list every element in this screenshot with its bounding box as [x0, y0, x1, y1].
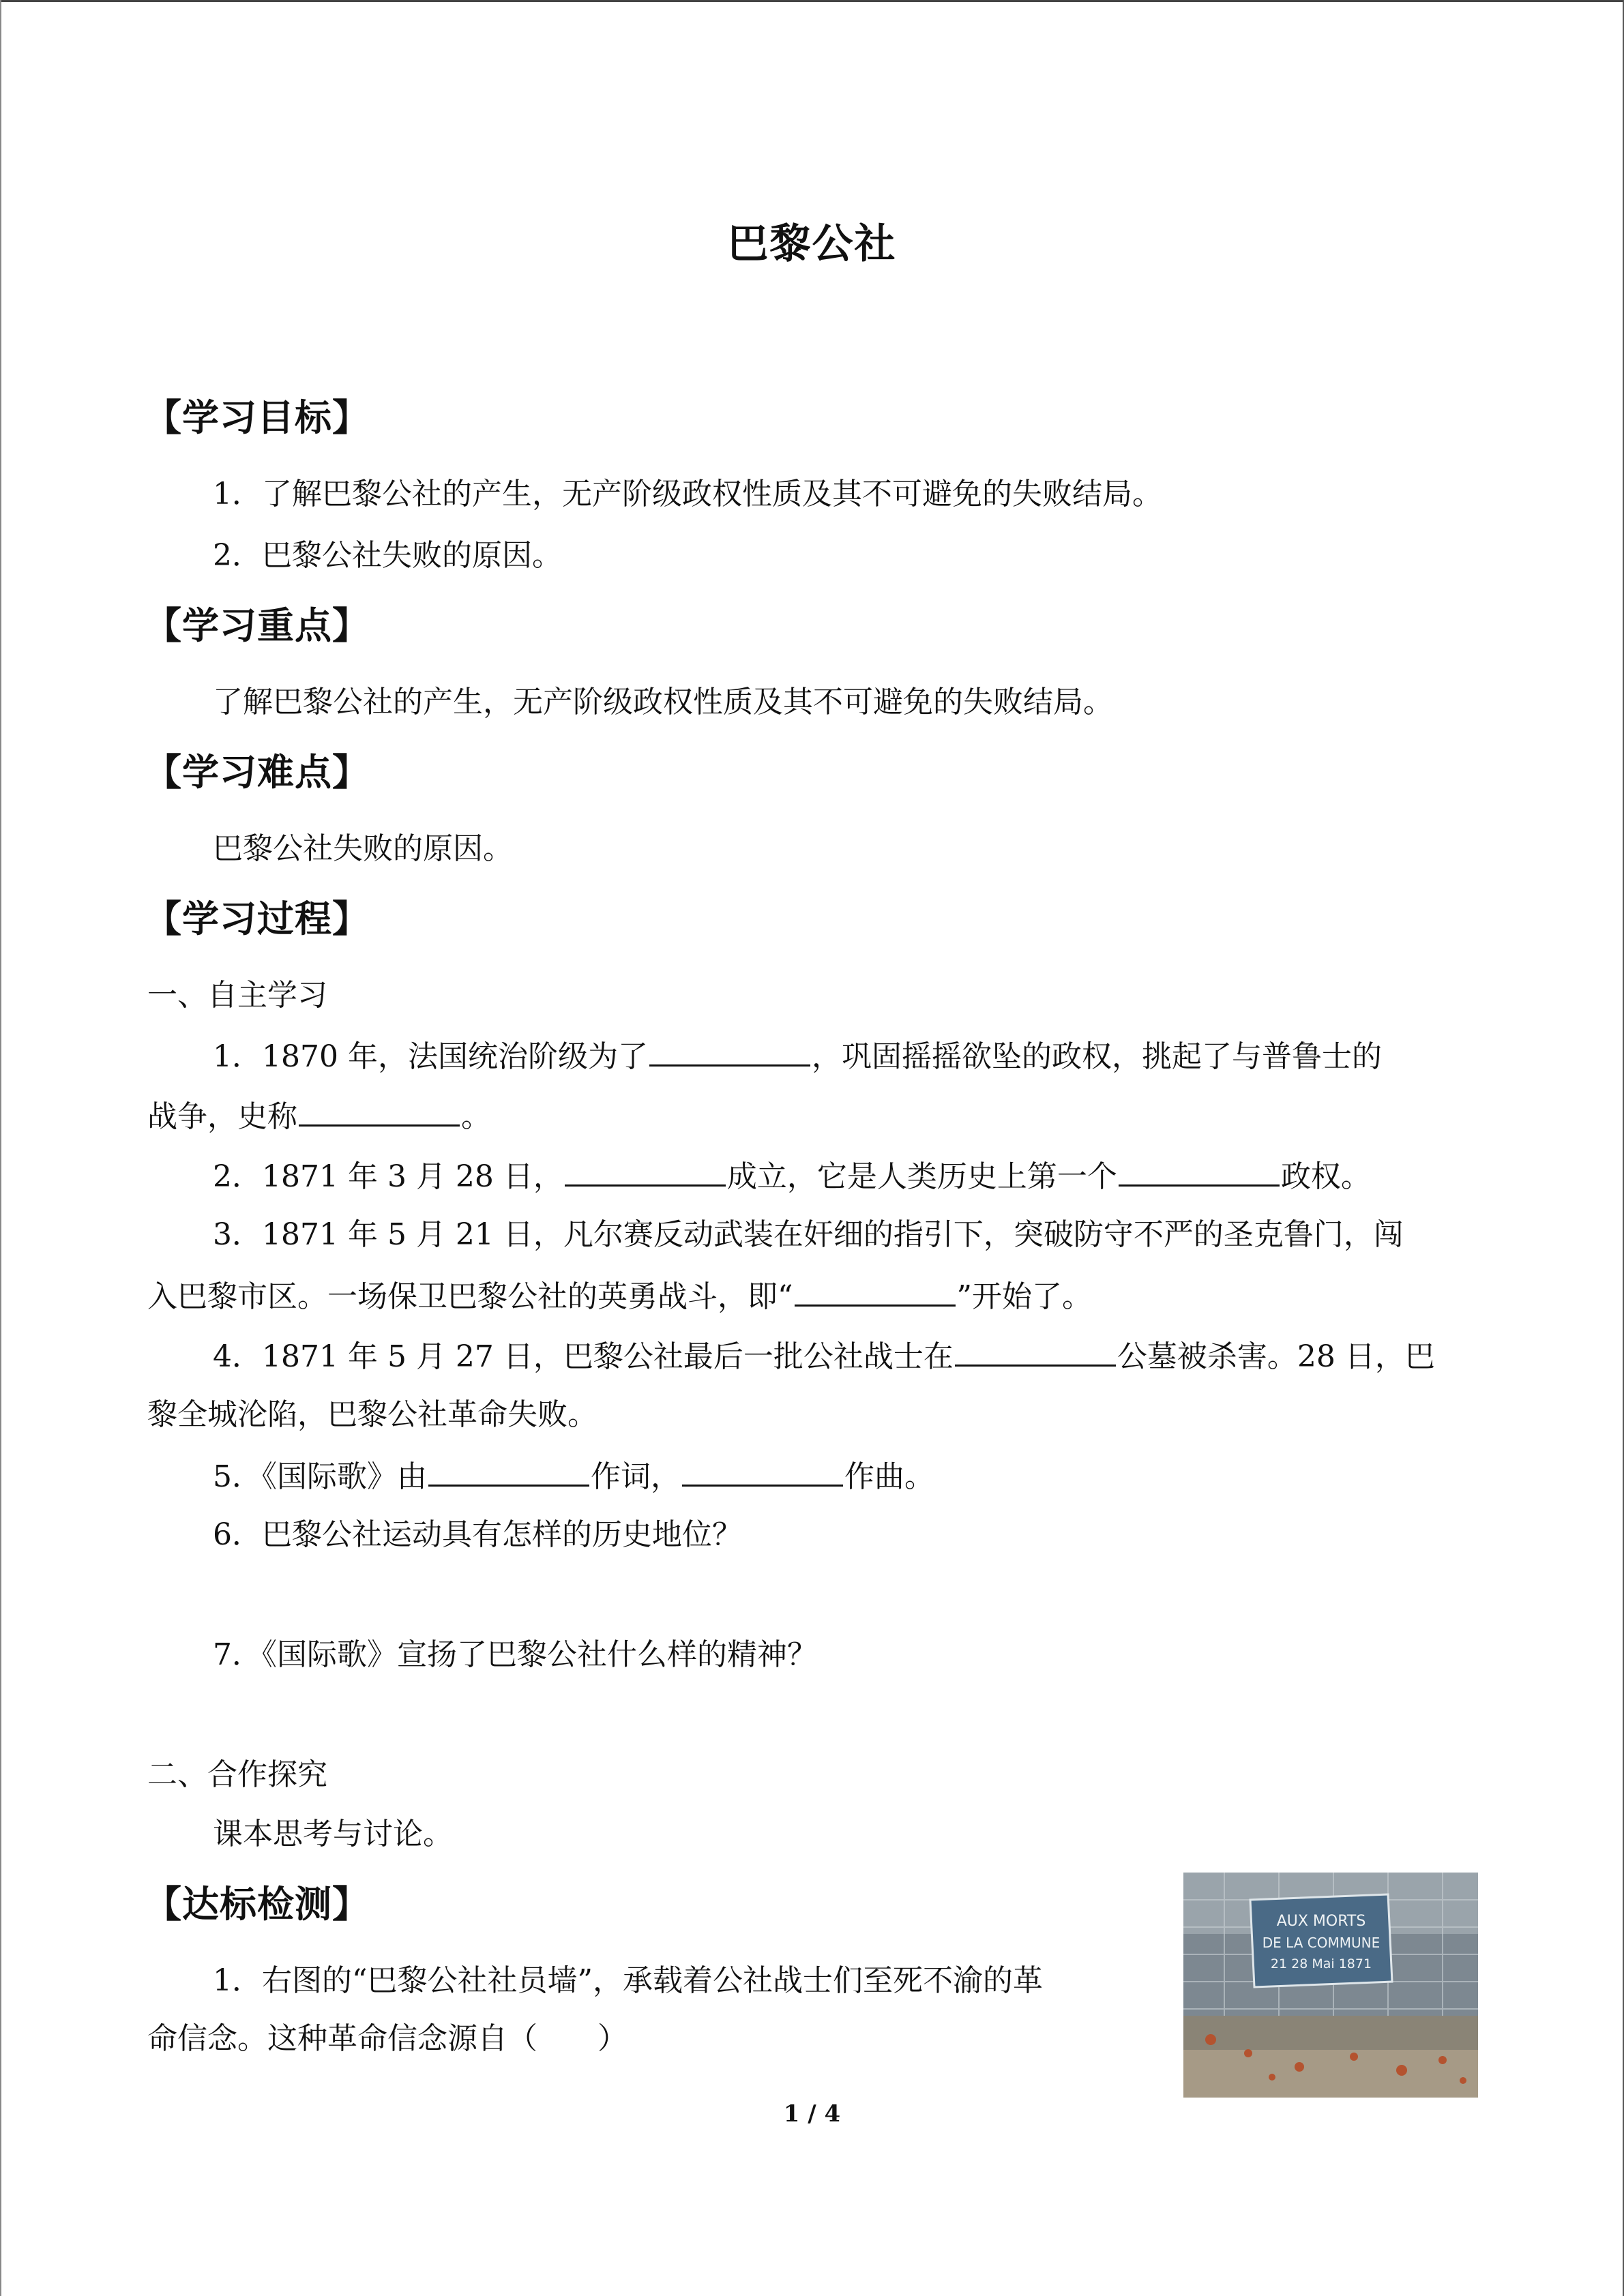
communards-wall-photo [1183, 1873, 1478, 2098]
question-4-line-1 [213, 1335, 1435, 1377]
plaque-line-3: 21 28 Mai 1871 [1270, 1956, 1372, 1971]
answer-blank[interactable] [649, 1034, 810, 1067]
question-4-line-2: 黎全城沦陷，巴黎公社革命失败。 [147, 1397, 597, 1432]
goal-item-2: 2．巴黎公社失败的原因。 [213, 538, 562, 573]
question-3-line-1: 3．1871 年 5 月 21 日，凡尔赛反动武装在奸细的指引下，突破防守不严的圣克鲁门，闯 [213, 1217, 1404, 1252]
question-2 [213, 1154, 1371, 1197]
answer-blank[interactable] [299, 1094, 460, 1127]
q1-text-c: 战争，史称 [147, 1099, 297, 1134]
goal-item-1: 1．了解巴黎公社的产生，无产阶级政权性质及其不可避免的失败结局。 [213, 477, 1162, 511]
q4-text-b: 公墓被杀害。28 日，巴 [1117, 1339, 1435, 1374]
question-1-line-1 [213, 1034, 1382, 1077]
question-5 [213, 1455, 934, 1497]
question-1-line-2 [147, 1094, 491, 1137]
key-point-text: 了解巴黎公社的产生，无产阶级政权性质及其不可避免的失败结局。 [213, 685, 1113, 719]
difficulty-text: 巴黎公社失败的原因。 [213, 831, 513, 866]
q1-text-b: ，巩固摇摇欲坠的政权，挑起了与普鲁士的 [811, 1039, 1382, 1074]
q1-text-d: 。 [461, 1099, 491, 1134]
q3-text-b: 入巴黎市区。一场保卫巴黎公社的英勇战斗，即“ [147, 1279, 793, 1314]
q1-text-a: 1．1870 年，法国统治阶级为了 [213, 1039, 648, 1074]
question-7: 7．《国际歌》宣扬了巴黎公社什么样的精神？ [213, 1637, 817, 1672]
q2-text-c: 政权。 [1280, 1159, 1371, 1194]
heading-difficulty: 【学习难点】 [145, 751, 370, 794]
answer-blank[interactable] [565, 1154, 726, 1187]
question-3-line-2 [147, 1274, 1092, 1317]
q5-text-c: 作曲。 [844, 1459, 934, 1494]
answer-blank[interactable] [955, 1335, 1116, 1367]
test-question-1-line-2: 命信念。这种革命信念源自（ ） [147, 2021, 628, 2056]
top-border [0, 0, 1624, 2]
q4-text-a: 4．1871 年 5 月 27 日，巴黎公社最后一批公社战士在 [213, 1339, 954, 1374]
heading-process: 【学习过程】 [145, 897, 370, 940]
plaque-line-2: DE LA COMMUNE [1262, 1935, 1381, 1951]
q5-text-a: 5．《国际歌》由 [213, 1459, 427, 1494]
question-6: 6．巴黎公社运动具有怎样的历史地位？ [213, 1517, 742, 1552]
section-cooperation: 二、合作探究 [147, 1757, 327, 1792]
page-number: 1 / 4 [783, 2100, 841, 2128]
test-question-1-line-1: 1．右图的“巴黎公社社员墙”，承载着公社战士们至死不渝的革 [213, 1963, 1043, 1998]
heading-test: 【达标检测】 [145, 1883, 370, 1926]
q5-text-b: 作词， [591, 1459, 681, 1494]
section-self-study: 一、自主学习 [147, 978, 327, 1013]
left-border [0, 0, 1, 2296]
heading-goals: 【学习目标】 [145, 396, 370, 439]
q2-text-a: 2．1871 年 3 月 28 日， [213, 1159, 563, 1194]
q3-text-c: ”开始了。 [956, 1279, 1092, 1314]
discussion-text: 课本思考与讨论。 [213, 1817, 453, 1851]
wall-image [1183, 1873, 1478, 2098]
page-title: 巴黎公社 [727, 220, 897, 268]
plaque-line-1: AUX MORTS [1276, 1913, 1366, 1930]
answer-blank[interactable] [1119, 1154, 1280, 1187]
answer-blank[interactable] [682, 1455, 843, 1487]
q2-text-b: 成立，它是人类历史上第一个 [726, 1159, 1117, 1194]
heading-key-point: 【学习重点】 [145, 604, 370, 647]
answer-blank[interactable] [795, 1274, 956, 1307]
answer-blank[interactable] [428, 1455, 589, 1487]
